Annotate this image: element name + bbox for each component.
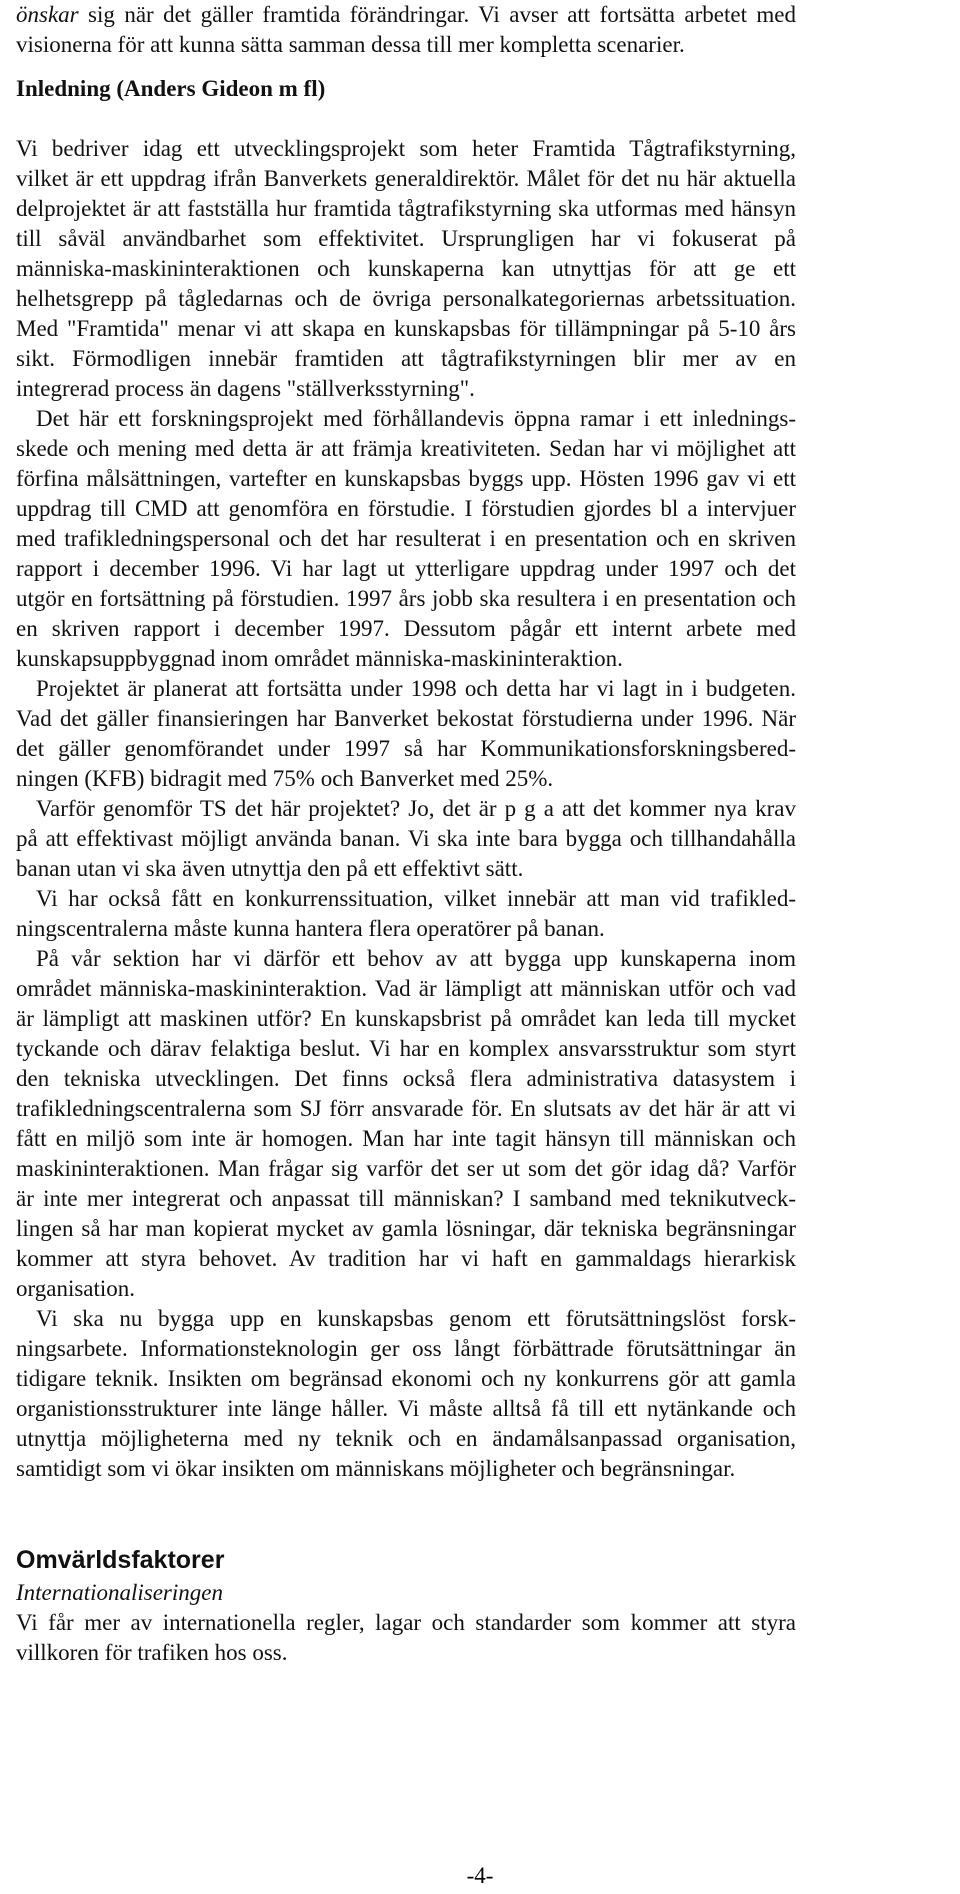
paragraph-2 xyxy=(16,404,796,674)
paragraph-line: villkoren för trafiken hos oss. xyxy=(16,1640,288,1665)
paragraph-line: Det här ett forskningsprojekt med förhållandevis öppna ramar i ett inlednings- xyxy=(36,406,796,431)
paragraph-line: rapport i december 1996. Vi har lagt ut ytterligare uppdrag under 1997 och det xyxy=(16,556,796,581)
paragraph-line: ningsarbete. Informationsteknologin ger oss långt förbättrade förutsättningar än xyxy=(16,1336,796,1361)
paragraph-line: området människa-maskininteraktion. Vad är lämpligt att människan utför och vad xyxy=(16,976,796,1001)
paragraph-line: lingen så har man kopierat mycket av gamla lösningar, där tekniska begränsningar xyxy=(16,1216,796,1241)
paragraph-line: en skriven rapport i december 1997. Dessutom pågår ett internt arbete med xyxy=(16,616,796,641)
paragraph-line: delprojektet är att fastställa hur framtida tågtrafikstyrning ska utformas med hänsyn xyxy=(16,196,796,221)
paragraph-line: organisation. xyxy=(16,1276,136,1301)
spacer xyxy=(16,104,796,134)
paragraph-3 xyxy=(16,674,796,794)
paragraph-line: tidigare teknik. Insikten om begränsad ekonomi och ny konkurrens gör att gamla xyxy=(16,1366,796,1391)
paragraph-line: till såväl användbarhet som effektivitet. Ursprungligen har vi fokuserat på xyxy=(16,226,796,251)
paragraph-line: Projektet är planerat att fortsätta under 1998 och detta har vi lagt in i budgeten. xyxy=(36,676,796,701)
paragraph-line: är lämpligt att maskinen utför? En kunskapsbrist på området kan leda till mycket xyxy=(16,1006,796,1031)
paragraph-line: samtidigt som vi ökar insikten om människans möjligheter och begränsningar. xyxy=(16,1456,736,1481)
paragraph-line: med trafikledningspersonal och det har resulterat i en presentation och en skriven xyxy=(16,526,796,551)
paragraph-line: utgör en fortsättning på förstudien. 1997 års jobb ska resultera i en presentation och xyxy=(16,586,796,611)
paragraph-line: människa-maskininteraktionen och kunskaperna kan utnyttjas för att ge ett xyxy=(16,256,796,281)
paragraph-line: kunskapsuppbyggnad inom området människa-maskininteraktion. xyxy=(16,646,623,671)
paragraph-line: Vad det gäller finansieringen har Banverket bekostat förstudierna under 1996. När xyxy=(16,706,796,731)
paragraph-line: Vi bedriver idag ett utvecklingsprojekt som heter Framtida Tågtrafikstyrning, xyxy=(16,136,796,161)
paragraph-7 xyxy=(16,1304,796,1484)
intro-line-1-text: sig när det gäller framtida förändringar. Vi avser att fortsätta arbetet med xyxy=(78,2,796,27)
intro-line-1 xyxy=(16,0,796,30)
paragraph-line: fått en miljö som inte är homogen. Man har inte tagit hänsyn till människan och xyxy=(16,1126,796,1151)
paragraph-line: På vår sektion har vi därför ett behov av att bygga upp kunskaperna inom xyxy=(36,946,796,971)
paragraph-line: Vi har också fått en konkurrenssituation, vilket innebär att man vid trafikled- xyxy=(36,886,796,911)
paragraph-line: på att effektivast möjligt använda banan. Vi ska inte bara bygga och tillhandahålla xyxy=(16,826,796,851)
paragraph-line: Varför genomför TS det här projektet? Jo, det är p g a att det kommer nya krav xyxy=(36,796,796,821)
paragraph-line: förfina målsättningen, vartefter en kunskapsbas byggs upp. Hösten 1996 gav vi ett xyxy=(16,466,796,491)
intro-line-2: visionerna för att kunna sätta samman dessa till mer kompletta scenarier. xyxy=(16,32,685,57)
paragraph-line: kommer att styra behovet. Av tradition har vi haft en gammaldags hierarkisk xyxy=(16,1246,796,1271)
section-heading-inledning: Inledning (Anders Gideon m fl) xyxy=(16,76,326,101)
paragraph-line: det gäller genomförandet under 1997 så har Kommunikationsforskningsbered- xyxy=(16,736,796,761)
subsection-heading-internationaliseringen: Internationaliseringen xyxy=(16,1580,223,1605)
paragraph-line: är inte mer integrerat och anpassat till människan? I samband med teknikutveck- xyxy=(16,1186,796,1211)
paragraph-line: uppdrag till CMD att genomföra en förstudie. I förstudien gjordes bl a intervjuer xyxy=(16,496,796,521)
paragraph-line: vilket är ett uppdrag ifrån Banverkets generaldirektör. Målet för det nu här aktuella xyxy=(16,166,796,191)
paragraph-line: ningscentralerna måste kunna hantera flera operatörer på banan. xyxy=(16,916,605,941)
paragraph-line: tyckande och därav felaktiga beslut. Vi har en komplex ansvarsstruktur som styrt xyxy=(16,1036,796,1061)
page-number: -4- xyxy=(466,1863,494,1888)
paragraph-1 xyxy=(16,134,796,404)
paragraph-line: ningen (KFB) bidragit med 75% och Banverket med 25%. xyxy=(16,766,554,791)
paragraph-line: den tekniska utvecklingen. Det finns också flera administrativa datasystem i xyxy=(16,1066,796,1091)
paragraph-line: Med "Framtida" menar vi att skapa en kunskapsbas för tillämpningar på 5-10 års xyxy=(16,316,796,341)
paragraph-line: helhetsgrepp på tågledarnas och de övriga personalkategoriernas arbetssituation. xyxy=(16,286,796,311)
paragraph-6 xyxy=(16,944,796,1304)
paragraph-line: trafikledningscentralerna som SJ förr ansvarade för. En slutsats av det här är att vi xyxy=(16,1096,796,1121)
intro-emphasis: önskar xyxy=(16,2,79,27)
paragraph-line: organistionsstrukturer inte länge håller. Vi måste alltså få till ett nytänkande och xyxy=(16,1396,796,1421)
section-heading-omvarldsfaktorer: Omvärldsfaktorer xyxy=(16,1546,225,1574)
paragraph-4 xyxy=(16,794,796,884)
paragraph-8 xyxy=(16,1608,796,1668)
paragraph-line: Vi ska nu bygga upp en kunskapsbas genom ett förutsättningslöst forsk- xyxy=(36,1306,796,1331)
paragraph-line: skede och mening med detta är att främja kreativiteten. Sedan har vi möjlighet att xyxy=(16,436,796,461)
paragraph-line: Vi får mer av internationella regler, lagar och standarder som kommer att styra xyxy=(16,1610,796,1635)
paragraph-line: utnyttja möjligheterna med ny teknik och en ändamålsanpassad organisation, xyxy=(16,1426,796,1451)
paragraph-line: sikt. Förmodligen innebär framtiden att tågtrafikstyrningen blir mer av en xyxy=(16,346,796,371)
body-text xyxy=(16,0,796,1668)
paragraph-line: integrerad process än dagens "ställverksstyrning". xyxy=(16,376,475,401)
paragraph-line: banan utan vi ska även utnyttja den på ett effektivt sätt. xyxy=(16,856,524,881)
paragraph-line: maskininteraktionen. Man frågar sig varför det ser ut som det gör idag då? Varför xyxy=(16,1156,796,1181)
paragraph-5 xyxy=(16,884,796,944)
